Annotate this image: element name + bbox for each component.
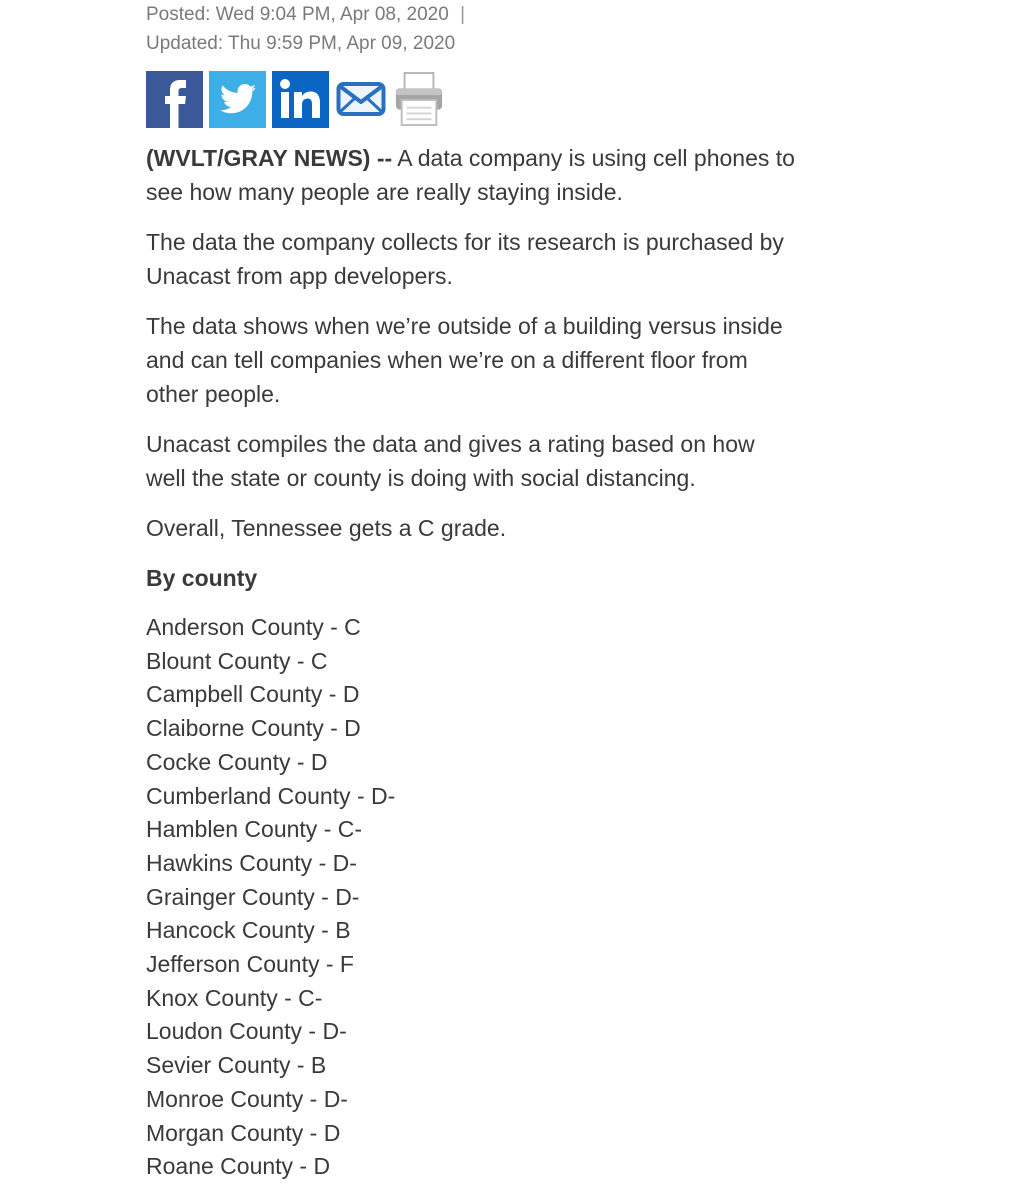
paragraph-3: The data shows when we’re outside of a building versus inside and can tell companies when we’re on a different floor from other people. bbox=[146, 313, 783, 407]
linkedin-icon bbox=[272, 71, 329, 128]
county-item: Hamblen County - C- bbox=[146, 816, 363, 843]
article-meta bbox=[146, 0, 796, 58]
county-item: Knox County - C- bbox=[146, 984, 323, 1011]
twitter-icon bbox=[220, 84, 256, 114]
county-item: Jefferson County - F bbox=[146, 951, 354, 978]
county-item: Roane County - D bbox=[146, 1153, 331, 1180]
print-button[interactable] bbox=[393, 71, 445, 128]
paragraph-5: Overall, Tennessee gets a C grade. bbox=[146, 515, 507, 541]
county-item: Cumberland County - D- bbox=[146, 782, 396, 809]
county-item: Grainger County - D- bbox=[146, 883, 360, 910]
email-icon bbox=[336, 81, 386, 117]
county-item: Campbell County - D bbox=[146, 681, 360, 708]
article bbox=[146, 0, 796, 1184]
county-item: Anderson County - C bbox=[146, 614, 361, 640]
share-facebook-button[interactable] bbox=[146, 71, 203, 128]
paragraph-1-text: A data company is using cell phones to see how many people are really staying inside. bbox=[146, 145, 795, 205]
facebook-icon bbox=[146, 71, 203, 128]
updated-timestamp: Updated: Thu 9:59 PM, Apr 09, 2020 bbox=[146, 33, 456, 54]
paragraph-1 bbox=[146, 141, 796, 209]
share-twitter-button[interactable] bbox=[209, 71, 266, 128]
posted-timestamp: Posted: Wed 9:04 PM, Apr 08, 2020 bbox=[146, 4, 449, 25]
county-item: Morgan County - D bbox=[146, 1119, 341, 1146]
print-icon bbox=[393, 70, 445, 128]
county-item: Sevier County - B bbox=[146, 1052, 327, 1079]
county-item: Cocke County - D bbox=[146, 748, 328, 775]
county-item: Hawkins County - D- bbox=[146, 849, 357, 876]
county-item: Monroe County - D- bbox=[146, 1085, 348, 1112]
paragraph-2: The data the company collects for its research is purchased by Unacast from app developers. bbox=[146, 229, 784, 289]
paragraph-4: Unacast compiles the data and gives a rating based on how well the state or county is doing with social distancing. bbox=[146, 431, 755, 491]
dateline: (WVLT/GRAY NEWS) -- bbox=[146, 145, 393, 171]
article-body bbox=[146, 141, 796, 1184]
county-item: Claiborne County - D bbox=[146, 715, 361, 742]
county-item: Loudon County - D- bbox=[146, 1018, 347, 1045]
county-item: Hancock County - B bbox=[146, 917, 351, 944]
share-bar bbox=[146, 70, 796, 128]
by-county-heading: By county bbox=[146, 565, 258, 591]
meta-separator: | bbox=[460, 4, 466, 25]
county-list bbox=[146, 611, 796, 1184]
share-linkedin-button[interactable] bbox=[272, 71, 329, 128]
share-email-button[interactable] bbox=[335, 71, 387, 128]
county-item: Blount County - C bbox=[146, 647, 328, 674]
